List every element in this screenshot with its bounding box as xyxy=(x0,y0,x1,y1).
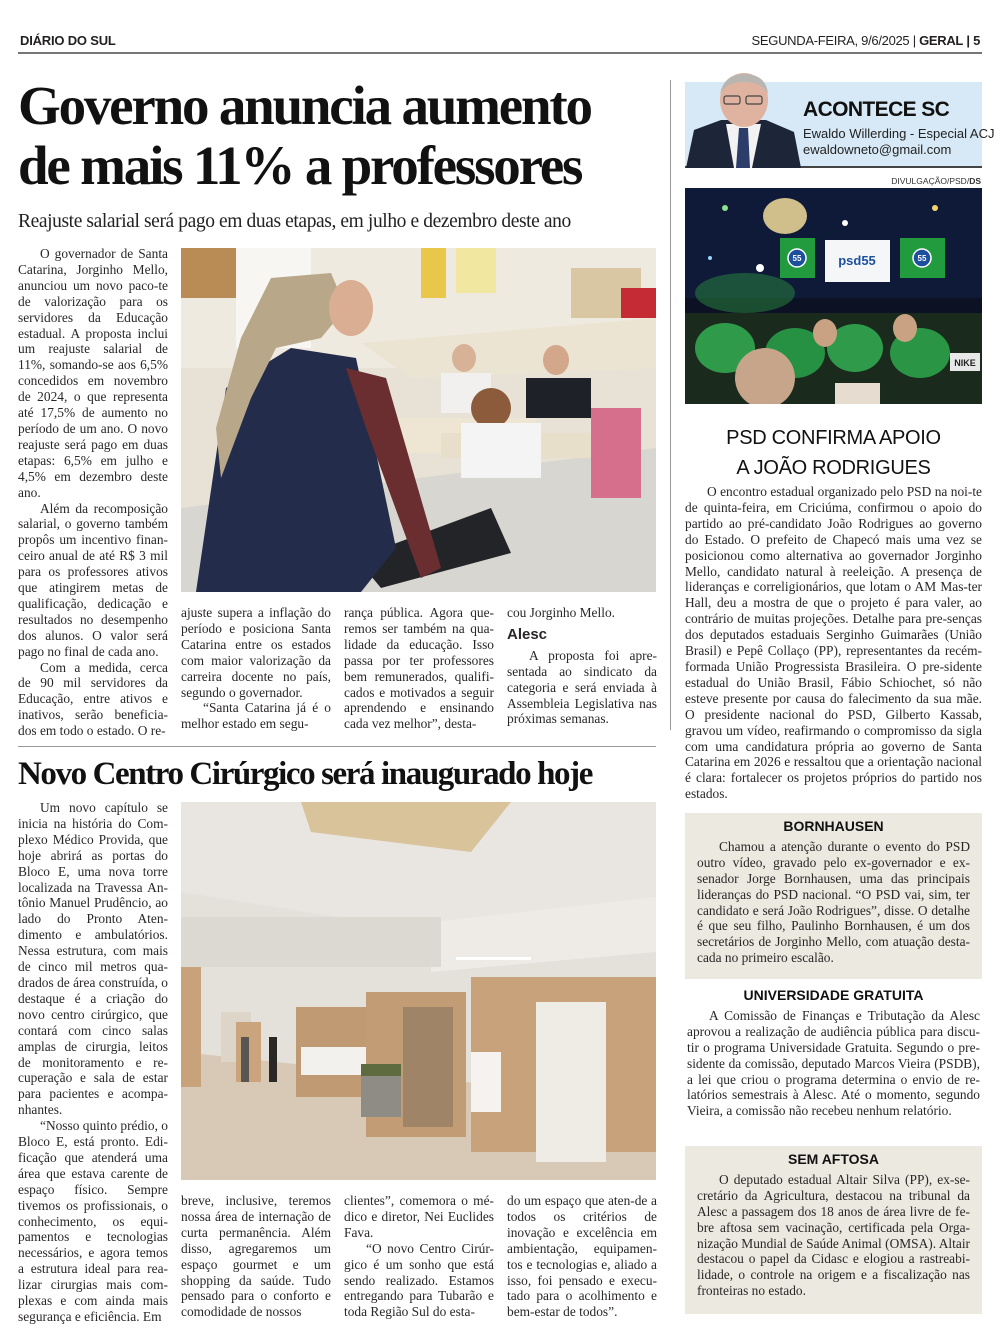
psd-screen-text: psd55 xyxy=(838,253,876,268)
column-name: ACONTECE SC xyxy=(803,98,950,121)
note-title: UNIVERSIDADE GRATUITA xyxy=(743,987,924,1003)
paragraph: Um novo capítulo se inicia na história do Com-plexo Médico Provida, que hoje abrirá as portas do Bloco E, uma nova torre localizada na Travessa An-tônio Manuel Prudêncio, ao lado do Pronto Aten-dimento e ambulatórios. Nessa estrutura, com mais de cinco mil metros qua-drados de área construída, o destaque é a criação do novo centro cirúrgico, que contará com cinco salas amplas de cirurgia, leitos de monitoramento e re-cuperação e sala de estar para pacientes e acompa-nhantes. xyxy=(18,800,168,1118)
story2-column-3 xyxy=(344,1193,494,1320)
story2-column-1 xyxy=(18,800,168,1325)
psd-event-photo xyxy=(685,188,982,404)
credit-agency: DS xyxy=(969,176,981,186)
paragraph: A proposta foi apre-sentada ao sindicato da categoria e será enviada à Assembleia Legislativa nas próximas semanas. xyxy=(507,647,657,727)
credit-source: DIVULGAÇÃO/PSD/ xyxy=(891,176,970,186)
page-folio xyxy=(752,33,980,48)
columnist-portrait xyxy=(686,72,801,168)
columnist-email[interactable]: ewaldowneto@gmail.com xyxy=(803,142,952,157)
photo-credit xyxy=(891,176,981,186)
subheading: Alesc xyxy=(507,625,548,643)
paragraph: O deputado estadual Altair Silva (PP), ex-se-cretário da Agricultura, destacou na tribunal da Alesc a passagem dos 18 anos de área livre de fe-bre aftosa sem vacinação, certificada pela Orga-nização Mundial de Saúde Animal (OMSA). Altair destacou o papel da Cidasc e elogiou a rastreabi-lidade, o controle na origem e a fiscalização nas fronteiras no estado. xyxy=(697,1171,970,1299)
story1-column-1 xyxy=(18,246,168,739)
paragraph: “O novo Centro Cirúr-gico é um sonho que está sendo realizado. Estamos entregando para Tubarão e toda Região Sul do esta- xyxy=(344,1240,494,1320)
note-title: BORNHAUSEN xyxy=(783,818,884,834)
paragraph: Com a medida, cerca de 90 mil servidores da Educação, entre ativos e inativos, serão beneficia-dos em todo o estado. O re- xyxy=(18,659,168,739)
main-deck: Reajuste salarial será pago em duas etapas, em julho e dezembro deste ano xyxy=(18,211,571,232)
page-number: 5 xyxy=(973,33,980,48)
column-headline xyxy=(685,423,982,483)
paragraph: clientes”, comemora o mé-dico e diretor, Nei Euclides Fava. xyxy=(344,1193,494,1240)
paragraph: O governador de Santa Catarina, Jorginho Mello, anunciou um novo paco-te de valorização para os servidores da Educação estadual. A proposta inclui um reajuste salarial de 11%, somando-se aos 6,5% concedidos em novembro de 2024, o que representa até 17,5% de aumento no período de um ano. O novo reajuste será pago em duas etapas: 6,5% em julho e 4,5% em dezembro deste ano. xyxy=(18,246,168,500)
columnist-name: Ewaldo Willerding - Especial ACJ xyxy=(803,126,995,141)
header-rule xyxy=(18,52,982,54)
headline-line: PSD CONFIRMA APOIO xyxy=(726,427,941,449)
headline-line: Governo anuncia aumento xyxy=(18,75,591,136)
paragraph: cou Jorginho Mello. xyxy=(507,605,615,620)
psd-badge-text: 55 xyxy=(917,254,927,263)
paragraph: do um espaço que aten-de a todos os critérios de inovação e excelência em ambientação, equipamen-tos e tecnologias e, aliado a isso, foi pensado e execu-tado para o acolhimento e bem-estar de todos”. xyxy=(507,1193,657,1320)
column-body xyxy=(685,484,982,802)
second-headline: Novo Centro Cirúrgico será inaugurado hoje xyxy=(18,756,592,792)
story1-column-2 xyxy=(181,605,331,732)
section-name: GERAL xyxy=(919,33,964,48)
issue-date: SEGUNDA-FEIRA, 9/6/2025 xyxy=(751,33,910,48)
column-divider xyxy=(670,80,671,730)
paragraph: Chamou a atenção durante o evento do PSD outro vídeo, gravado pelo ex-governador e ex-senador Jorge Bornhausen, uma das principais lideranças do PSD nacional. “O PSD vai, sim, ter candidato e será João Rodrigues”, disse. O detalhe é que seu filho, Paulinho Bornhausen, é um dos secretários de Jorginho Mello, com atuação desta-cada no primeiro escalão. xyxy=(697,838,970,966)
note-sem-aftosa xyxy=(685,1146,982,1314)
paragraph: O encontro estadual organizado pelo PSD na noi-te de quinta-feira, em Criciúma, confirmou o apoio do partido ao pré-candidato João Rodrigues ao governo do Estado. O prefeito de Chapecó mais uma vez se posicionou como alternativa ao governador Jorginho Mello, candidato natural à reeleição. A presença de lideranças e correligionários, que lotam o AM Mas-ter Hall, deu a mostra de que o projeto é para valer, ao contrário de muitas projeções. Detalhe para pre-senças dos deputados estaduais Serginho Guimarães (União Brasil) e Pepê Collaço (PP), representantes da recém-formada União Progressista Brasileira. O pre-sidente estadual do União Brasil, Fábio Schiochet, só não esteve presente por causa do falecimento da sua mãe. O presidente nacional do PSD, Gilberto Kassab, gravou um vídeo, reafirmando o compromisso da sigla com uma candidatura própria ao governo de Santa Catarina em 2026 e ressaltou que a orientação nacional é clara: fortalecer os projetos próprios do partido nos estados. xyxy=(685,484,982,802)
story1-column-3 xyxy=(344,605,494,732)
teacher-classroom-photo xyxy=(181,248,656,592)
story-divider xyxy=(18,746,656,747)
paragraph: Além da recomposição salarial, o governo também propôs um incentivo finan-ceiro anual de até R$ 3 mil para os professores ativos que atingirem metas de qualificação, dedicação e resultados no desempenho dos alunos. O valor será pago no final de cada ano. xyxy=(18,500,168,659)
paragraph: “Nosso quinto prédio, o Bloco E, está pronto. Edi-ficação que atenderá uma área que estava carente de espaço físico. Sempre tivemos os profissionais, o conhecimento, os equi-pamentos e tecnologias necessários, e agora temos a estrutura ideal para rea-lizar cirurgias mais com-plexas e com ainda mais segurança e eficiência. Em xyxy=(18,1118,168,1324)
paragraph: ajuste supera a inflação do período e posiciona Santa Catarina entre os estados com maior valorização da carreira docente no país, segundo o governador. xyxy=(181,605,331,700)
main-headline xyxy=(18,76,668,196)
story2-column-2 xyxy=(181,1193,331,1320)
headline-line: de mais 11% a professores xyxy=(18,135,582,196)
note-bornhausen xyxy=(685,813,982,979)
paragraph: breve, inclusive, teremos nossa área de internação de curta permanência. Além disso, agregaremos um espaço gourmet e um shopping da saúde. Tudo pensado para o conforto e comodidade de nossos xyxy=(181,1193,331,1320)
nike-shirt-text: NIKE xyxy=(954,358,976,368)
folio-separator: | xyxy=(912,33,920,48)
story2-column-4 xyxy=(507,1193,657,1320)
column-byline xyxy=(803,126,994,158)
paragraph: rança pública. Agora que-remos ser também na qua-lidade da educação. Isso passa por ter professores bem remunerados, qualifi-cados e motivados a seguir aprendendo e ensinando cada vez melhor”, desta- xyxy=(344,605,494,732)
paragraph: “Santa Catarina já é o melhor estado em segu- xyxy=(181,700,331,732)
headline-line: A JOÃO RODRIGUES xyxy=(736,457,931,479)
psd-badge-text: 55 xyxy=(792,254,802,263)
note-title: SEM AFTOSA xyxy=(787,1151,879,1167)
paragraph: A Comissão de Finanças e Tributação da Alesc aprovou a realização de audiência pública para discu-tir o programa Universidade Gratuita. Segundo o pre-sidente da comissão, deputado Marcos Vieira (PSDB), a lei que criou o programa determina o envio de re-latórios semestrais à Alesc. Até o momento, segundo Vieira, a comissão não recebeu nenhum relatório. xyxy=(687,1007,980,1119)
publication-name: DIÁRIO DO SUL xyxy=(20,33,116,48)
folio-separator: | xyxy=(966,33,974,48)
story1-column-4 xyxy=(507,605,657,727)
hospital-lobby-photo xyxy=(181,802,656,1180)
note-universidade-gratuita xyxy=(685,988,982,1119)
